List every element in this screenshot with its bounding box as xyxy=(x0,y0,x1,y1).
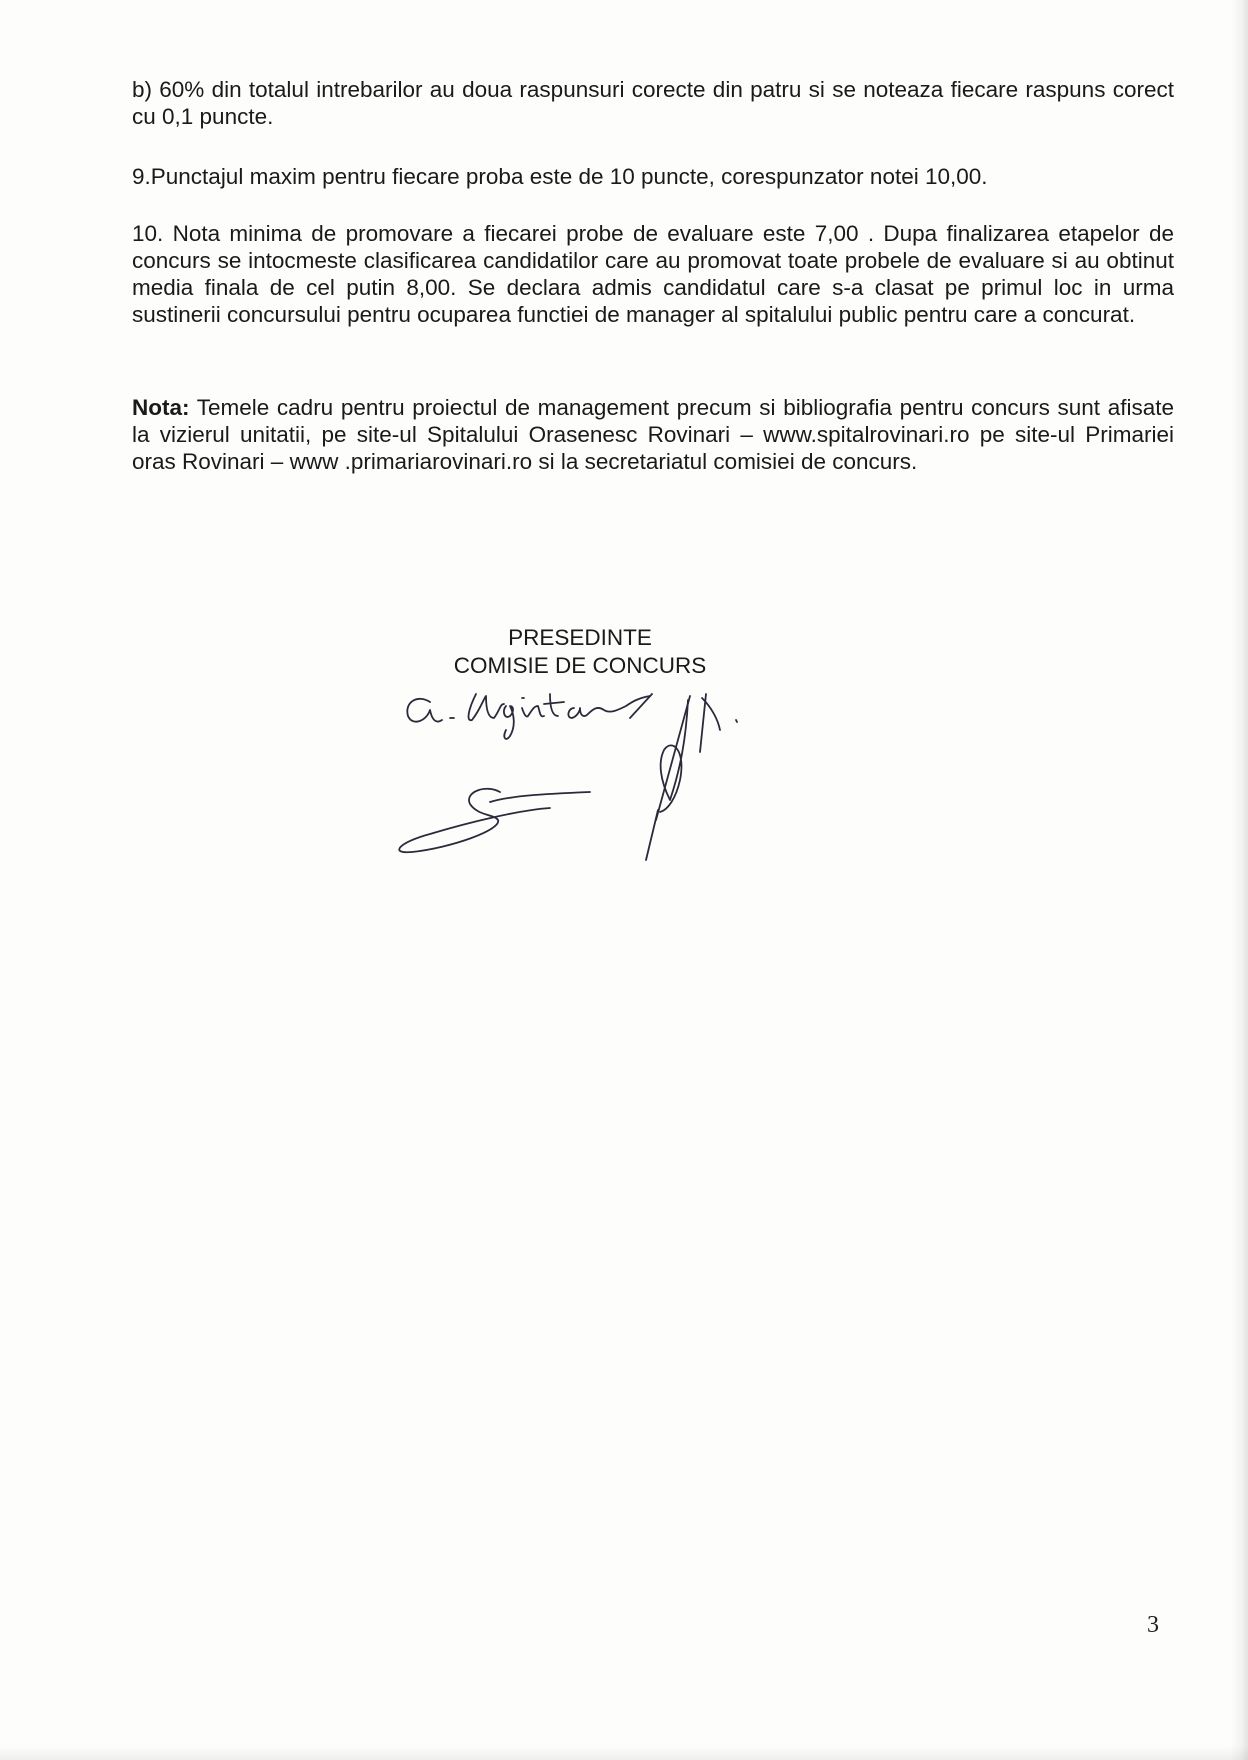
paragraph-9: 9.Punctajul maxim pentru fiecare proba este de 10 puncte, corespunzator notei 10,00. xyxy=(132,164,988,189)
signature-vertical xyxy=(646,694,737,860)
signature-argintaru xyxy=(407,694,652,739)
paragraph-b: b) 60% din totalul intrebarilor au doua raspunsuri corecte din patru si se noteaza fiecare raspuns corect cu 0,1 puncte. xyxy=(132,77,1174,129)
handwritten-signatures xyxy=(390,680,860,880)
president-label: PRESEDINTE xyxy=(508,625,652,650)
paragraph-10: 10. Nota minima de promovare a fiecarei probe de evaluare este 7,00 . Dupa finalizarea etapelor de concurs se intocmeste clasificarea candidatilor care au promovat toate probele de evaluare si au obtinut media finala de cel putin 8,00. Se declara admis candidatul care s-a clasat pe primul loc in urma sustinerii concursului pentru ocuparea functiei de manager al spitalului public pentru care a concurat. xyxy=(132,221,1174,327)
commission-label: COMISIE DE CONCURS xyxy=(453,653,707,678)
scan-bottom-shadow xyxy=(0,1746,1248,1760)
nota-paragraph xyxy=(132,394,1174,475)
page-number: 3 xyxy=(1147,1612,1159,1638)
nota-text: Temele cadru pentru proiectul de management precum si bibliografia pentru concurs sunt afisate la vizierul unitatii, pe site-ul Spitalului Orasenesc Rovinari – www.spitalrovinari.ro pe site-ul Primariei oras Rovinari – www .primariarovinari.ro si la secretariatul comisiei de concurs. xyxy=(132,395,1174,474)
nota-label: Nota: xyxy=(132,395,190,420)
scan-edge-shadow xyxy=(1230,0,1248,1760)
signature-title xyxy=(380,624,780,680)
signature-flourish xyxy=(399,789,590,852)
